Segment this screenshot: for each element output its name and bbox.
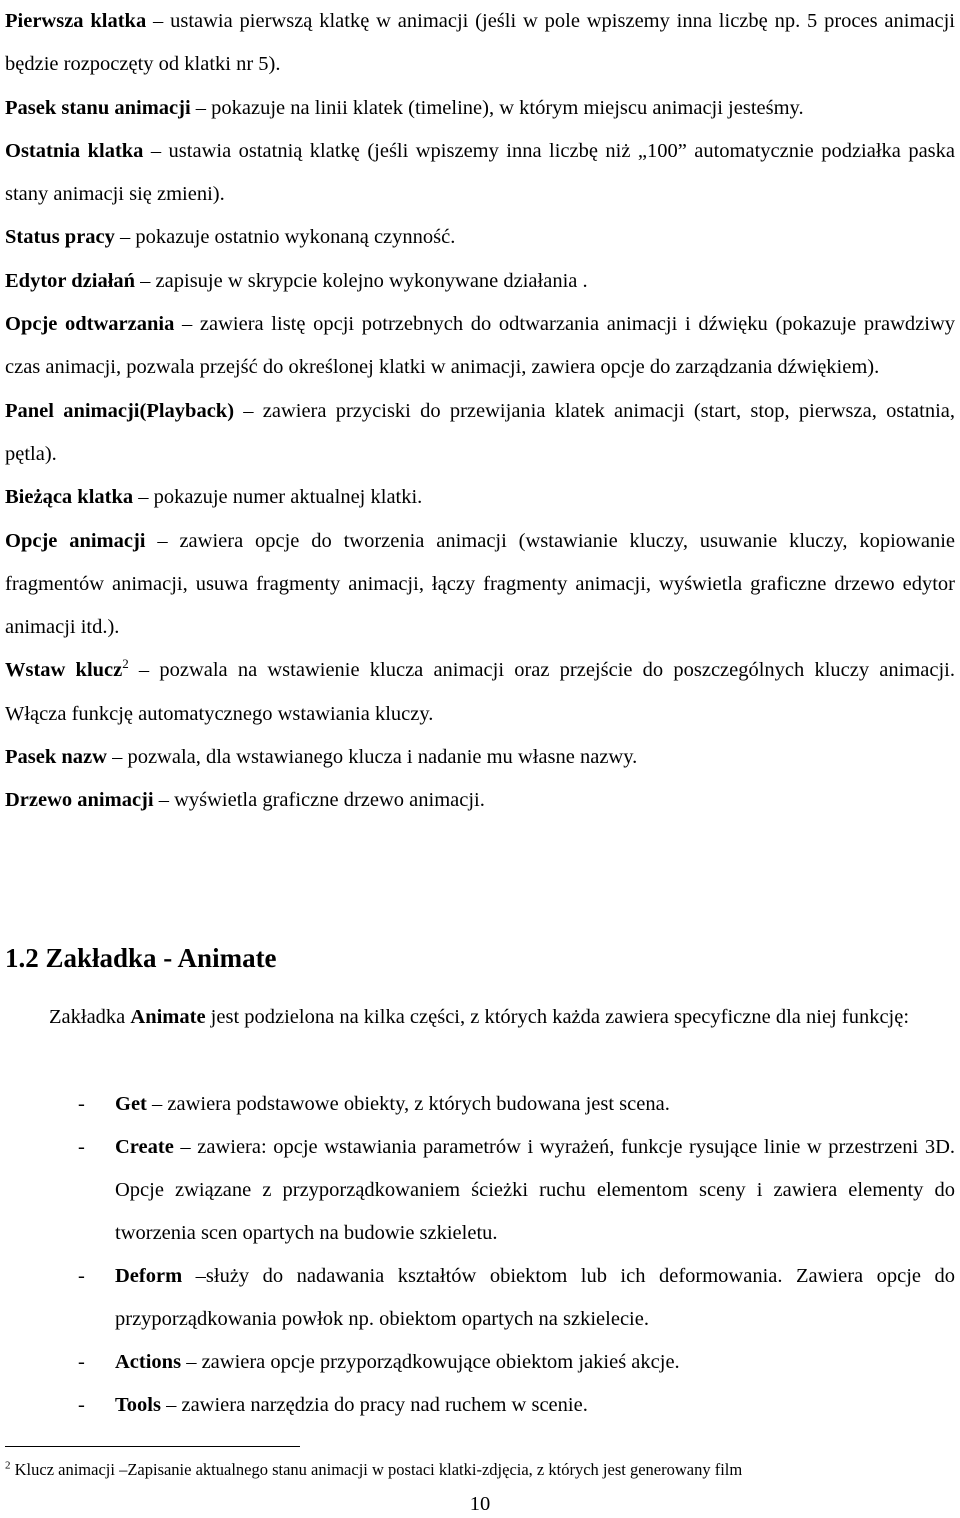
definition-text: – zawiera opcje do tworzenia animacji (wstawianie kluczy, usuwanie kluczy, kopiowanie fragmentów animacji, usuwa fragmenty animacji, łączy fragmenty animacji, wyświetla graficzne drzewo edytor animacji itd.).: [5, 529, 955, 639]
definition-term: Panel animacji(Playback): [5, 399, 235, 422]
list-item: [78, 1083, 955, 1126]
definition-item: [5, 303, 955, 390]
definition-text: – pokazuje ostatnio wykonaną czynność.: [114, 226, 456, 249]
definition-term: Opcje odtwarzania: [5, 313, 175, 336]
list-item: [78, 1384, 955, 1427]
list-item-text: – zawiera: opcje wstawiania parametrów i wyrażeń, funkcje rysujące linie w przestrzeni 3D. Opcje związane z przyporządkowaniem ścieżki ruchu elementom sceny i zawiera elementy do tworzenia scen opartych na budowie szkieletu.: [115, 1136, 955, 1244]
definition-term: Status pracy: [5, 226, 115, 249]
definition-text: – pozwala, dla wstawianego klucza i nadanie mu własne nazwy.: [106, 746, 638, 769]
definition-item: [5, 520, 955, 650]
definition-text: – zapisuje w skrypcie kolejno wykonywane działania .: [135, 269, 588, 292]
list-item-text: – zawiera opcje przyporządkowujące obiektom jakieś akcje.: [181, 1351, 680, 1373]
intro-text-after: jest podzielona na kilka części, z których każda zawiera specyficzne dla niej funkcję:: [205, 1006, 910, 1028]
footnote-text: Klucz animacji –Zapisanie aktualnego stanu animacji w postaci klatki-zdjęcia, z których jest generowany film: [10, 1460, 743, 1479]
footnote-marker: 2: [5, 1459, 11, 1472]
definition-text: – pokazuje numer aktualnej klatki.: [133, 486, 423, 509]
definition-item: [5, 649, 955, 736]
intro-text-before: Zakładka: [49, 1006, 131, 1028]
definition-text: – wyświetla graficzne drzewo animacji.: [153, 789, 485, 812]
list-dash: -: [78, 1265, 85, 1287]
page-number: 10: [469, 1493, 491, 1515]
list-item-term: Tools: [115, 1394, 161, 1416]
definition-item: [5, 0, 955, 87]
list-dash: -: [78, 1351, 85, 1373]
definition-term: Ostatnia klatka: [5, 139, 144, 162]
definition-term: Pasek nazw: [5, 746, 107, 769]
list-item-text: – zawiera podstawowe obiekty, z których budowana jest scena.: [146, 1093, 670, 1115]
section-heading: 1.2 Zakładka - Animate: [5, 943, 277, 973]
list-item-term: Get: [115, 1093, 147, 1115]
footnote-reference[interactable]: 2: [122, 656, 129, 672]
definition-text: – pozwala na wstawienie klucza animacji oraz przejście do poszczególnych kluczy animacji. Włącza funkcję automatycznego wstawiania kluczy.: [5, 659, 955, 725]
definition-text: – zawiera listę opcji potrzebnych do odtwarzania animacji i dźwięku (pokazuje prawdziwy czas animacji, pozwala przejść do określonej klatki w animacji, zawiera opcje do zarządzania dźwiękiem).: [5, 313, 955, 379]
definition-text: – zawiera przyciski do przewijania klatek animacji (start, stop, pierwsza, ostatnia, pętla).: [5, 399, 955, 465]
list-dash: -: [78, 1394, 85, 1416]
definition-item: [5, 130, 955, 217]
intro-term: Animate: [130, 1006, 206, 1028]
list-item: [78, 1255, 955, 1341]
definition-term: Opcje animacji: [5, 529, 146, 552]
definition-term: Pasek stanu animacji: [5, 96, 191, 119]
footnote-separator: [5, 1446, 300, 1447]
definition-term: Edytor działań: [5, 269, 136, 292]
definition-text: – pokazuje na linii klatek (timeline), w którym miejscu animacji jesteśmy.: [190, 96, 804, 119]
list-item: [78, 1126, 955, 1255]
definition-term: Pierwsza klatka: [5, 10, 147, 32]
list-item: [78, 1341, 955, 1384]
definition-item: [5, 260, 955, 303]
list-item-text: –służy do nadawania kształtów obiektom lub ich deformowania. Zawiera opcje do przyporządkowania powłok np. obiektom opartych na szkielecie.: [115, 1265, 955, 1330]
footnote: [5, 1459, 955, 1481]
list-item-term: Actions: [115, 1351, 182, 1373]
list-dash: -: [78, 1136, 85, 1158]
definition-item: [5, 736, 955, 779]
definition-item: [5, 779, 955, 822]
section-intro: [5, 996, 955, 1039]
list-item-term: Create: [115, 1136, 174, 1158]
list-item-term: Deform: [115, 1265, 183, 1287]
animate-parts-list: [78, 1083, 955, 1427]
definition-term: Wstaw klucz: [5, 659, 123, 682]
definition-term: Bieżąca klatka: [5, 486, 134, 509]
definition-item: [5, 216, 955, 259]
definition-item: [5, 390, 955, 477]
definition-text: – ustawia pierwszą klatkę w animacji (jeśli w pole wpiszemy inna liczbę np. 5 proces animacji będzie rozpoczęty od klatki nr 5).: [5, 10, 956, 76]
definition-term: Drzewo animacji: [5, 789, 154, 812]
definition-list: [5, 0, 955, 823]
definition-item: [5, 87, 955, 130]
list-dash: -: [78, 1093, 85, 1115]
definition-item: [5, 476, 955, 519]
definition-text: – ustawia ostatnią klatkę (jeśli wpiszemy inna liczbę niż „100” automatycznie podziałka paska stany animacji się zmieni).: [5, 139, 955, 206]
list-item-text: – zawiera narzędzia do pracy nad ruchem w scenie.: [160, 1394, 588, 1416]
